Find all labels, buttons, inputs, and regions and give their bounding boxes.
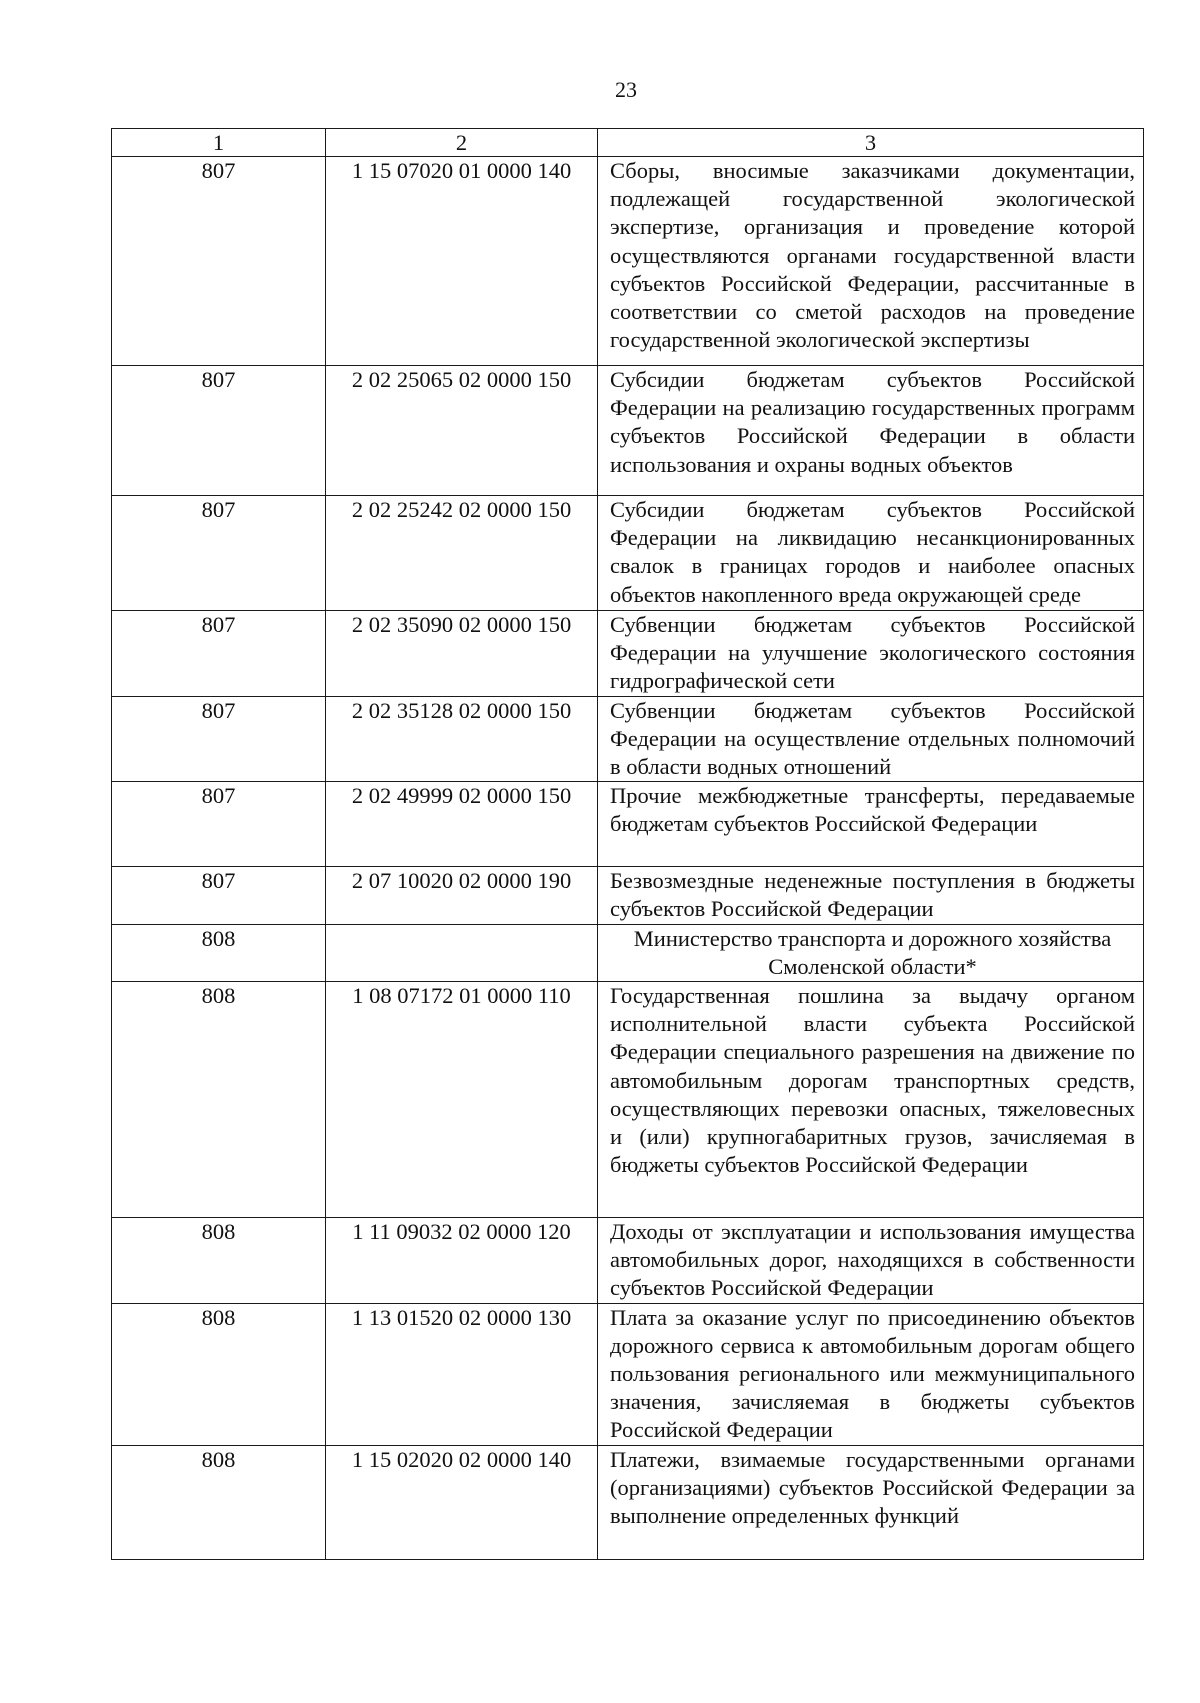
- column-header-code: 2: [326, 129, 598, 157]
- page-number: 23: [615, 77, 637, 102]
- column-header-description: 3: [598, 129, 1144, 157]
- admin-code-cell: 808: [112, 1218, 326, 1304]
- admin-code-cell: 807: [112, 867, 326, 924]
- table-row: [112, 1303, 1144, 1445]
- table-row: [112, 366, 1144, 496]
- admin-code-cell: 808: [112, 1303, 326, 1445]
- table-row: [112, 924, 1144, 981]
- table-row: [112, 1445, 1144, 1559]
- admin-code-cell: 807: [112, 611, 326, 697]
- admin-code-cell: 808: [112, 982, 326, 1218]
- table-row: [112, 1218, 1144, 1304]
- revenue-description-cell: Платежи, взимаемые государственными органами (организациями) субъектов Российской Федерации за выполнение определенных функций: [598, 1445, 1144, 1559]
- table-row: [112, 696, 1144, 782]
- admin-code-cell: 808: [112, 1445, 326, 1559]
- revenue-description-cell: Прочие межбюджетные трансферты, передаваемые бюджетам субъектов Российской Федерации: [598, 782, 1144, 867]
- admin-code-cell: 807: [112, 157, 326, 366]
- table-row: [112, 782, 1144, 867]
- revenue-code-cell: 2 07 10020 02 0000 190: [326, 867, 598, 924]
- revenue-code-cell: 2 02 25065 02 0000 150: [326, 366, 598, 496]
- revenue-code-cell: 1 08 07172 01 0000 110: [326, 982, 598, 1218]
- revenue-code-cell: 1 15 07020 01 0000 140: [326, 157, 598, 366]
- revenue-code-cell: 1 15 02020 02 0000 140: [326, 1445, 598, 1559]
- revenue-description-cell: Плата за оказание услуг по присоединению объектов дорожного сервиса к автомобильным дорогам общего пользования регионального или межмуниципального значения, зачисляемая в бюджеты субъектов Российской Федерации: [598, 1303, 1144, 1445]
- revenue-description-cell: Государственная пошлина за выдачу органом исполнительной власти субъекта Российской Федерации специального разрешения на движение по автомобильным дорогам транспортных средств, осуществляющих перевозки опасных, тяжеловесных и (или) крупногабаритных грузов, зачисляемая в бюджеты субъектов Российской Федерации: [598, 982, 1144, 1218]
- table-row: [112, 496, 1144, 611]
- table-row: [112, 157, 1144, 366]
- revenue-code-cell: 2 02 35128 02 0000 150: [326, 696, 598, 782]
- revenue-description-cell: Субсидии бюджетам субъектов Российской Федерации на ликвидацию несанкционированных свалок в границах городов и наиболее опасных объектов накопленного вреда окружающей среде: [598, 496, 1144, 611]
- revenue-code-cell: 2 02 49999 02 0000 150: [326, 782, 598, 867]
- table-header-row: [112, 129, 1144, 157]
- admin-code-cell: 807: [112, 366, 326, 496]
- admin-code-cell: 807: [112, 782, 326, 867]
- column-header-admin: 1: [112, 129, 326, 157]
- revenue-description-cell: Доходы от эксплуатации и использования имущества автомобильных дорог, находящихся в собственности субъектов Российской Федерации: [598, 1218, 1144, 1304]
- revenue-code-cell: 1 11 09032 02 0000 120: [326, 1218, 598, 1304]
- admin-code-cell: 807: [112, 696, 326, 782]
- revenue-code-cell: 2 02 35090 02 0000 150: [326, 611, 598, 697]
- admin-code-cell: 808: [112, 924, 326, 981]
- revenue-code-cell: 1 13 01520 02 0000 130: [326, 1303, 598, 1445]
- table-row: [112, 611, 1144, 697]
- admin-code-cell: 807: [112, 496, 326, 611]
- revenue-description-cell: Сборы, вносимые заказчиками документации, подлежащей государственной экологической экспертизе, организация и проведение которой осуществляются органами государственной власти субъектов Российской Федерации, рассчитанные в соответствии со сметой расходов на проведение государственной экологической экспертизы: [598, 157, 1144, 366]
- revenue-code-cell: 2 02 25242 02 0000 150: [326, 496, 598, 611]
- revenue-codes-table: [111, 128, 1144, 1560]
- revenue-code-cell: [326, 924, 598, 981]
- ministry-heading-cell: Министерство транспорта и дорожного хозяйства Смоленской области*: [598, 924, 1144, 981]
- revenue-description-cell: Безвозмездные неденежные поступления в бюджеты субъектов Российской Федерации: [598, 867, 1144, 924]
- table-row: [112, 867, 1144, 924]
- revenue-description-cell: Субвенции бюджетам субъектов Российской Федерации на улучшение экологического состояния гидрографической сети: [598, 611, 1144, 697]
- revenue-description-cell: Субвенции бюджетам субъектов Российской Федерации на осуществление отдельных полномочий в области водных отношений: [598, 696, 1144, 782]
- table-row: [112, 982, 1144, 1218]
- revenue-description-cell: Субсидии бюджетам субъектов Российской Федерации на реализацию государственных программ субъектов Российской Федерации в области использования и охраны водных объектов: [598, 366, 1144, 496]
